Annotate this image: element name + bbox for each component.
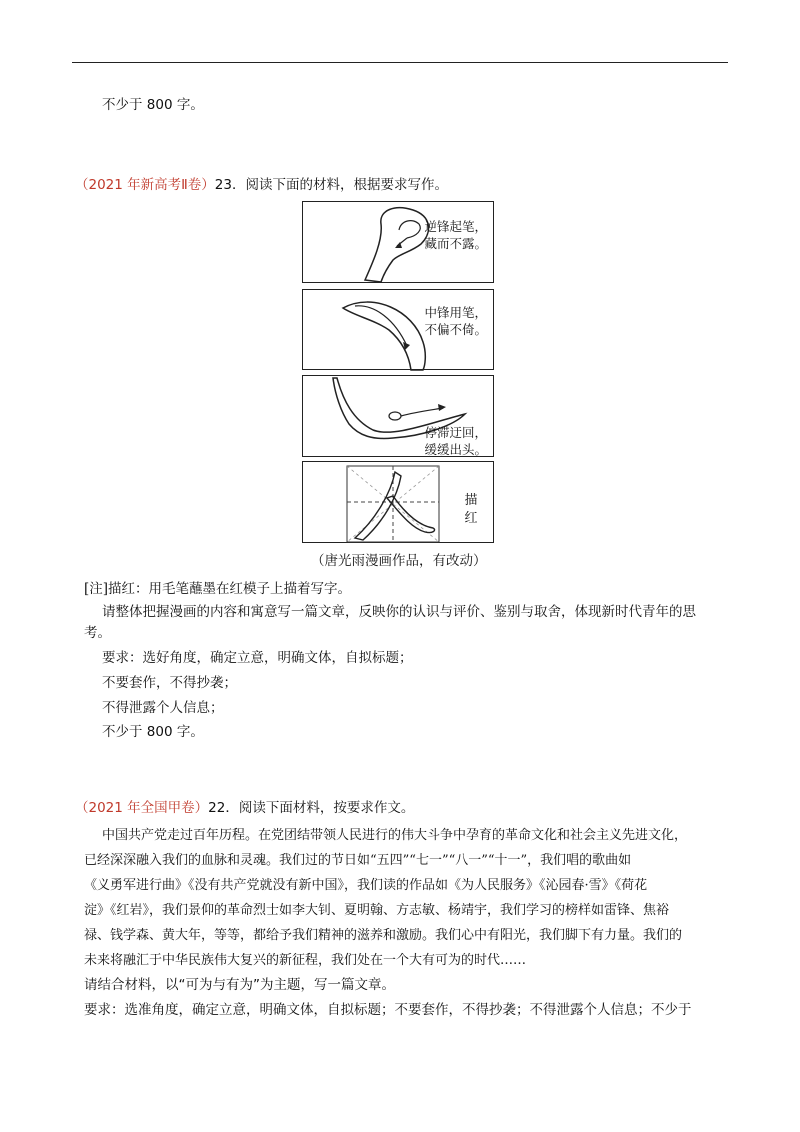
q23-requirement-4: 不少于 800 字。 [102, 724, 204, 740]
panel-2-line-1: 中锋用笔， [424, 305, 487, 320]
q22-source: （2021 年全国甲卷） [75, 800, 209, 816]
panel-4-label: 描 红 [464, 493, 478, 526]
comic-panel-2 [302, 289, 494, 370]
panel-1-line-1: 逆锋起笔， [424, 219, 487, 234]
panel-3-line-1: 停滞迂回， [424, 425, 487, 440]
comic-panel-4 [302, 461, 494, 543]
q22-task: 请结合材料，以“可为与有为”为主题，写一篇文章。 [84, 977, 395, 993]
q23-heading [75, 175, 448, 195]
panel-2-line-2: 不偏不倚。 [424, 322, 487, 337]
q22-material-line-1: 中国共产党走过百年历程。在党团结带领人民进行的伟大斗争中孕育的革命文化和社会主义先进文化， [102, 828, 688, 843]
q22-material-line-4: 淀》《红岩》，我们景仰的革命烈士如李大钊、夏明翰、方志敏、杨靖宇，我们学习的榜样如雷锋、焦裕 [84, 903, 670, 918]
q22-material-line-5: 禄、钱学森、黄大年，等等，都给予我们精神的滋养和激励。我们心中有阳光，我们脚下有力量。我们的 [84, 928, 683, 943]
q22-material-line-2: 已经深深融入我们的血脉和灵魂。我们过的节日如“五四”“七一”“八一”“十一”，我们唱的歌曲如 [84, 853, 632, 868]
q23-prompt: 23．阅读下面的材料，根据要求写作。 [214, 177, 448, 193]
q23-note: [注]描红：用毛笔蘸墨在红模子上描着写字。 [84, 581, 352, 597]
panel-1-line-2: 藏而不露。 [424, 236, 487, 251]
header-rule [72, 62, 728, 63]
panel-3-line-2: 缓缓出头。 [424, 442, 487, 457]
q23-requirement-3: 不得泄露个人信息； [102, 700, 224, 716]
q23-instruction-line-1: 请整体把握漫画的内容和寓意写一篇文章，反映你的认识与评价、鉴别与取舍，体现新时代青年的思 [102, 604, 696, 620]
q23-requirement-2: 不要套作，不得抄袭； [102, 675, 237, 691]
comic-caption: （唐光雨漫画作品，有改动） [311, 553, 487, 569]
q23-source: （2021 年新高考Ⅱ卷） [75, 177, 215, 193]
comic-panel-1 [302, 201, 494, 283]
q23-instruction-line-2: 考。 [84, 625, 111, 641]
q22-material-line-3: 《义勇军进行曲》《没有共产党就没有新中国》，我们读的作品如《为人民服务》《沁园春·雪》《荷花 [84, 878, 648, 893]
comic-panel-3 [302, 375, 494, 457]
q22-heading [75, 798, 414, 818]
q22-prompt: 22．阅读下面材料，按要求作文。 [208, 800, 415, 816]
word-count-line: 不少于 800 字。 [102, 97, 204, 113]
q22-requirement: 要求：选准角度，确定立意，明确文体，自拟标题；不要套作，不得抄袭；不得泄露个人信息；不少于 [84, 1002, 692, 1018]
q22-material-line-6: 未来将融汇于中华民族伟大复兴的新征程，我们处在一个大有可为的时代…… [84, 953, 527, 968]
q23-requirement-1: 要求：选好角度，确定立意，明确文体，自拟标题； [102, 650, 413, 666]
